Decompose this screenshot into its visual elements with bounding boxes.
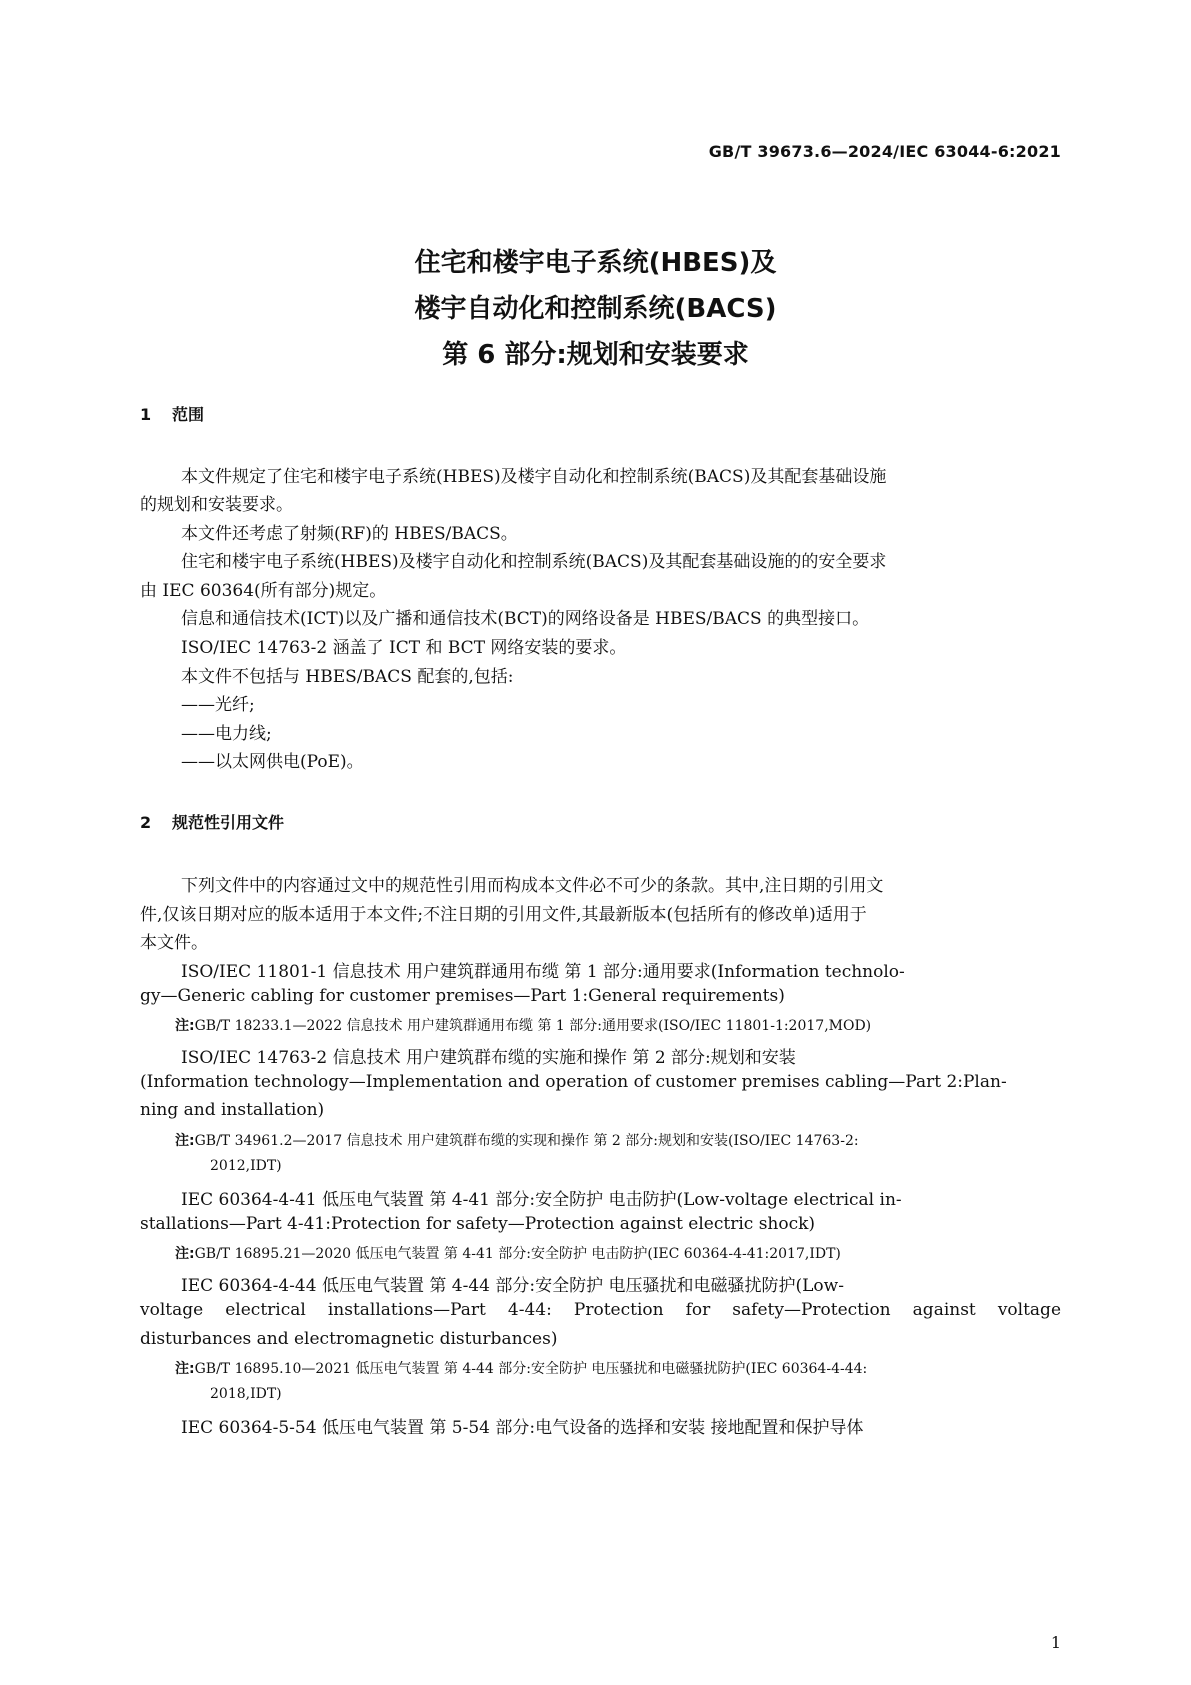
note (175, 1015, 871, 1035)
section-number: 1 (140, 405, 152, 424)
note-text: GB/T 18233.1—2022 信息技术 用户建筑群通用布缆 第 1 部分:通用要求(ISO/IEC 11801-1:2017,MOD) (194, 1018, 872, 1034)
paragraph-line: 本文件不包括与 HBES/BACS 配套的,包括: (181, 667, 514, 687)
section-2-heading (140, 810, 284, 833)
note (175, 1130, 859, 1150)
note-continuation: 2018,IDT) (210, 1386, 282, 1402)
paragraph-line: 件,仅该日期对应的版本适用于本文件;不注日期的引用文件,其最新版本(包括所有的修改单)适用于 (140, 905, 867, 925)
paragraph-line: 住宅和楼宇电子系统(HBES)及楼宇自动化和控制系统(BACS)及其配套基础设施的的安全要求 (181, 552, 887, 572)
paragraph-line: 本文件还考虑了射频(RF)的 HBES/BACS。 (181, 524, 518, 544)
reference-line: voltage electrical installations—Part 4-44: Protection for safety—Protection against voltage (140, 1300, 1061, 1320)
paragraph-line: 信息和通信技术(ICT)以及广播和通信技术(BCT)的网络设备是 HBES/BACS 的典型接口。 (181, 609, 870, 629)
section-title: 范围 (172, 405, 205, 424)
list-item: ——光纤; (181, 695, 255, 715)
reference-line: (Information technology—Implementation and operation of customer premises cabling—Part 2:Plan- (140, 1072, 1007, 1092)
title-line-1: 住宅和楼宇电子系统(HBES)及 (414, 248, 777, 278)
paragraph-line: 由 IEC 60364(所有部分)规定。 (140, 581, 387, 601)
note-text: GB/T 34961.2—2017 信息技术 用户建筑群布缆的实现和操作 第 2 部分:规划和安装(ISO/IEC 14763-2: (194, 1133, 859, 1149)
section-number: 2 (140, 813, 152, 832)
reference-line: IEC 60364-4-41 低压电气装置 第 4-41 部分:安全防护 电击防护(Low-voltage electrical in- (181, 1190, 902, 1210)
paragraph-line: ISO/IEC 14763-2 涵盖了 ICT 和 BCT 网络安装的要求。 (181, 638, 627, 658)
title-line-2: 楼宇自动化和控制系统(BACS) (414, 294, 777, 324)
paragraph-line: 本文件。 (140, 933, 208, 953)
reference-line: stallations—Part 4-41:Protection for safety—Protection against electric shock) (140, 1214, 816, 1234)
title-line-3: 第 6 部分:规划和安装要求 (442, 340, 749, 370)
reference-line: gy—Generic cabling for customer premises—Part 1:General requirements) (140, 986, 785, 1006)
reference-line: ISO/IEC 14763-2 信息技术 用户建筑群布缆的实施和操作 第 2 部分:规划和安装 (181, 1048, 796, 1068)
document-code: GB/T 39673.6—2024/IEC 63044-6:2021 (708, 142, 1061, 161)
reference-line: IEC 60364-4-44 低压电气装置 第 4-44 部分:安全防护 电压骚扰和电磁骚扰防护(Low- (181, 1276, 844, 1296)
paragraph-line: 的规划和安装要求。 (140, 495, 293, 515)
list-item: ——以太网供电(PoE)。 (181, 752, 364, 772)
reference-line: ning and installation) (140, 1100, 325, 1120)
reference-line: IEC 60364-5-54 低压电气装置 第 5-54 部分:电气设备的选择和安装 接地配置和保护导体 (181, 1418, 864, 1438)
note (175, 1358, 867, 1378)
note-text: GB/T 16895.21—2020 低压电气装置 第 4-41 部分:安全防护 电击防护(IEC 60364-4-41:2017,IDT) (194, 1246, 841, 1262)
note-text: GB/T 16895.10—2021 低压电气装置 第 4-44 部分:安全防护 电压骚扰和电磁骚扰防护(IEC 60364-4-44: (194, 1361, 868, 1377)
paragraph-line: 下列文件中的内容通过文中的规范性引用而构成本文件必不可少的条款。其中,注日期的引用文 (181, 876, 884, 896)
list-item: ——电力线; (181, 724, 272, 744)
section-1-heading (140, 402, 204, 425)
paragraph-line: 本文件规定了住宅和楼宇电子系统(HBES)及楼宇自动化和控制系统(BACS)及其配套基础设施 (181, 467, 887, 487)
section-title: 规范性引用文件 (172, 813, 285, 832)
page-number: 1 (1050, 1633, 1061, 1652)
note-label: 注: (175, 1246, 195, 1262)
note-label: 注: (175, 1361, 195, 1377)
reference-line: disturbances and electromagnetic disturbances) (140, 1329, 558, 1349)
note-label: 注: (175, 1133, 195, 1149)
note-label: 注: (175, 1018, 195, 1034)
reference-line: ISO/IEC 11801-1 信息技术 用户建筑群通用布缆 第 1 部分:通用要求(Information technolo- (181, 962, 905, 982)
note (175, 1243, 841, 1263)
document-title (0, 240, 1191, 378)
note-continuation: 2012,IDT) (210, 1158, 282, 1174)
